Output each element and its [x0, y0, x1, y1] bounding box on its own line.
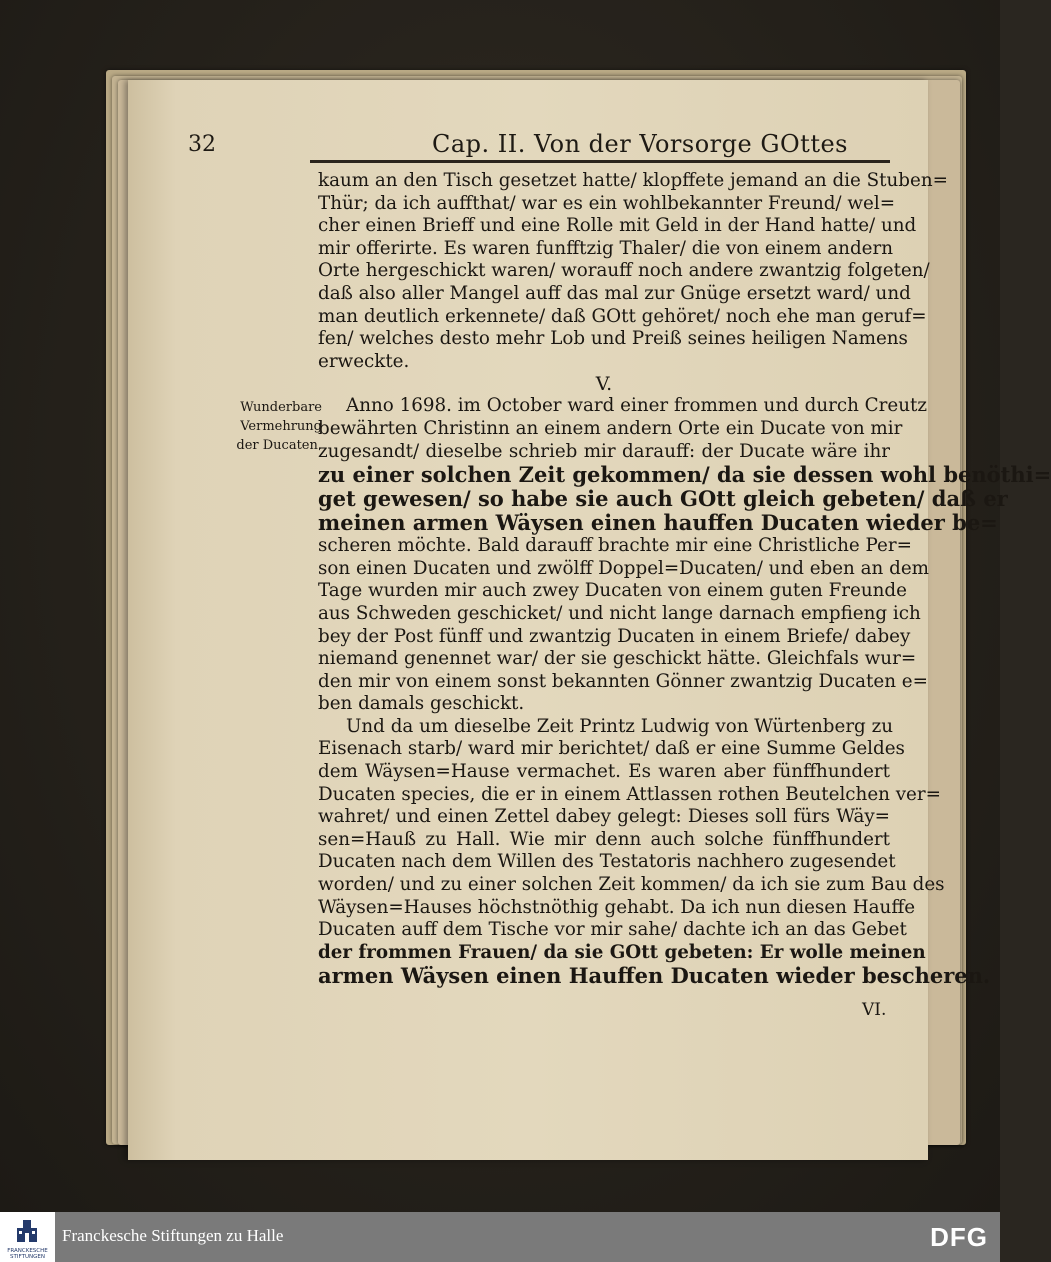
margin-note-line: der Ducaten.	[236, 438, 322, 453]
text-line: erweckte.	[318, 350, 410, 372]
text-line: kaum an den Tisch gesetzet hatte/ klopffete jemand an die Stuben=	[318, 170, 948, 191]
header-rule	[310, 160, 890, 163]
chapter-title: Cap. II. Von der Vorsorge GOttes	[432, 130, 848, 158]
text-line: Orte hergeschickt waren/ worauff noch andere zwantzig folgeten/	[318, 260, 930, 282]
text-line: scheren möchte. Bald darauff brachte mir eine Christliche Per=	[318, 535, 912, 557]
text-line: Ducaten species, die er in einem Attlassen rothen Beutelchen ver=	[318, 783, 941, 805]
orphanage-building-icon	[13, 1218, 41, 1244]
text-line: bey der Post fünff und zwantzig Ducaten in einem Briefe/ dabey	[318, 625, 911, 647]
text-line: der frommen Frauen/ da sie GOtt gebeten: Er wolle meinen	[318, 941, 926, 963]
franckesche-logo[interactable]	[0, 1212, 55, 1262]
text-line: zu einer solchen Zeit gekommen/ da sie dessen wohl benöthi=	[318, 462, 1051, 488]
text-line: ben damals geschickt.	[318, 693, 525, 715]
text-line: mir offerirte. Es waren funfftzig Thaler/ die von einem andern	[318, 237, 893, 259]
text-line: Und da um dieselbe Zeit Printz Ludwig von Würtenberg zu	[346, 715, 893, 737]
text-line: daß also aller Mangel auff das mal zur Gnüge ersetzt ward/ und	[318, 282, 911, 304]
text-line: bewährten Christinn an einem andern Orte ein Ducate von mir	[318, 417, 903, 439]
margin-note	[222, 398, 322, 455]
text-line: niemand genennet war/ der sie geschickt hätte. Gleichfals wur=	[318, 648, 917, 670]
margin-note-line: Wunderbare	[240, 400, 322, 415]
body-text	[318, 170, 1051, 989]
text-line: den mir von einem sonst bekannten Gönner zwantzig Ducaten e=	[318, 670, 928, 692]
text-line: aus Schweden geschicket/ und nicht lange darnach empfieng ich	[318, 602, 921, 624]
text-line: Tage wurden mir auch zwey Ducaten von einem guten Freunde	[318, 580, 907, 602]
text-line: dem Wäysen=Hause vermachet. Es waren aber fünffhundert	[318, 761, 890, 783]
footer-bar	[0, 1212, 1000, 1262]
text-line: Thür; da ich auffthat/ war es ein wohlbekannter Freund/ wel=	[318, 192, 896, 214]
section-number: V.	[595, 373, 613, 396]
footer-title[interactable]: Franckesche Stiftungen zu Halle	[62, 1226, 284, 1245]
logo-label: FRANCKESCHE STIFTUNGEN	[7, 1248, 48, 1260]
text-line: man deutlich erkennete/ daß GOtt gehöret/ noch ehe man geruf=	[318, 305, 927, 327]
text-line: Wäysen=Hauses höchstnöthig gehabt. Da ich nun diesen Hauffe	[318, 896, 916, 918]
text-line: fen/ welches desto mehr Lob und Preiß seines heiligen Namens	[318, 328, 908, 350]
text-line: worden/ und zu einer solchen Zeit kommen/ da ich sie zum Bau des	[318, 874, 945, 896]
text-line: son einen Ducaten und zwölff Doppel=Ducaten/ und eben an dem	[318, 557, 929, 579]
text-line: sen=Hauß zu Hall. Wie mir denn auch solche fünffhundert	[318, 828, 890, 850]
text-line: get gewesen/ so habe sie auch GOtt gleich gebeten/ daß er	[318, 486, 1008, 512]
text-line: zugesandt/ dieselbe schrieb mir darauff: der Ducate wäre ihr	[318, 440, 890, 462]
dfg-logo[interactable]: DFG	[930, 1222, 988, 1252]
text-line: Anno 1698. im October ward einer frommen und durch Creutz	[346, 395, 927, 417]
text-line: Ducaten auff dem Tische vor mir sahe/ dachte ich an das Gebet	[318, 919, 907, 941]
margin-note-line: Vermehrung	[240, 419, 322, 434]
text-line: meinen armen Wäysen einen hauffen Ducaten wieder be=	[318, 510, 998, 536]
text-line: cher einen Brieff und eine Rolle mit Geld in der Hand hatte/ und	[318, 215, 917, 237]
text-line: Ducaten nach dem Willen des Testatoris nachhero zugesendet	[318, 851, 896, 873]
text-line: armen Wäysen einen Hauffen Ducaten wieder bescheren.	[318, 963, 991, 989]
catchword: VI.	[862, 1000, 887, 1020]
text-line: Eisenach starb/ ward mir berichtet/ daß er eine Summe Geldes	[318, 738, 905, 760]
page-number: 32	[188, 132, 216, 157]
text-line: wahret/ und einen Zettel dabey gelegt: Dieses soll fürs Wäy=	[318, 806, 890, 828]
